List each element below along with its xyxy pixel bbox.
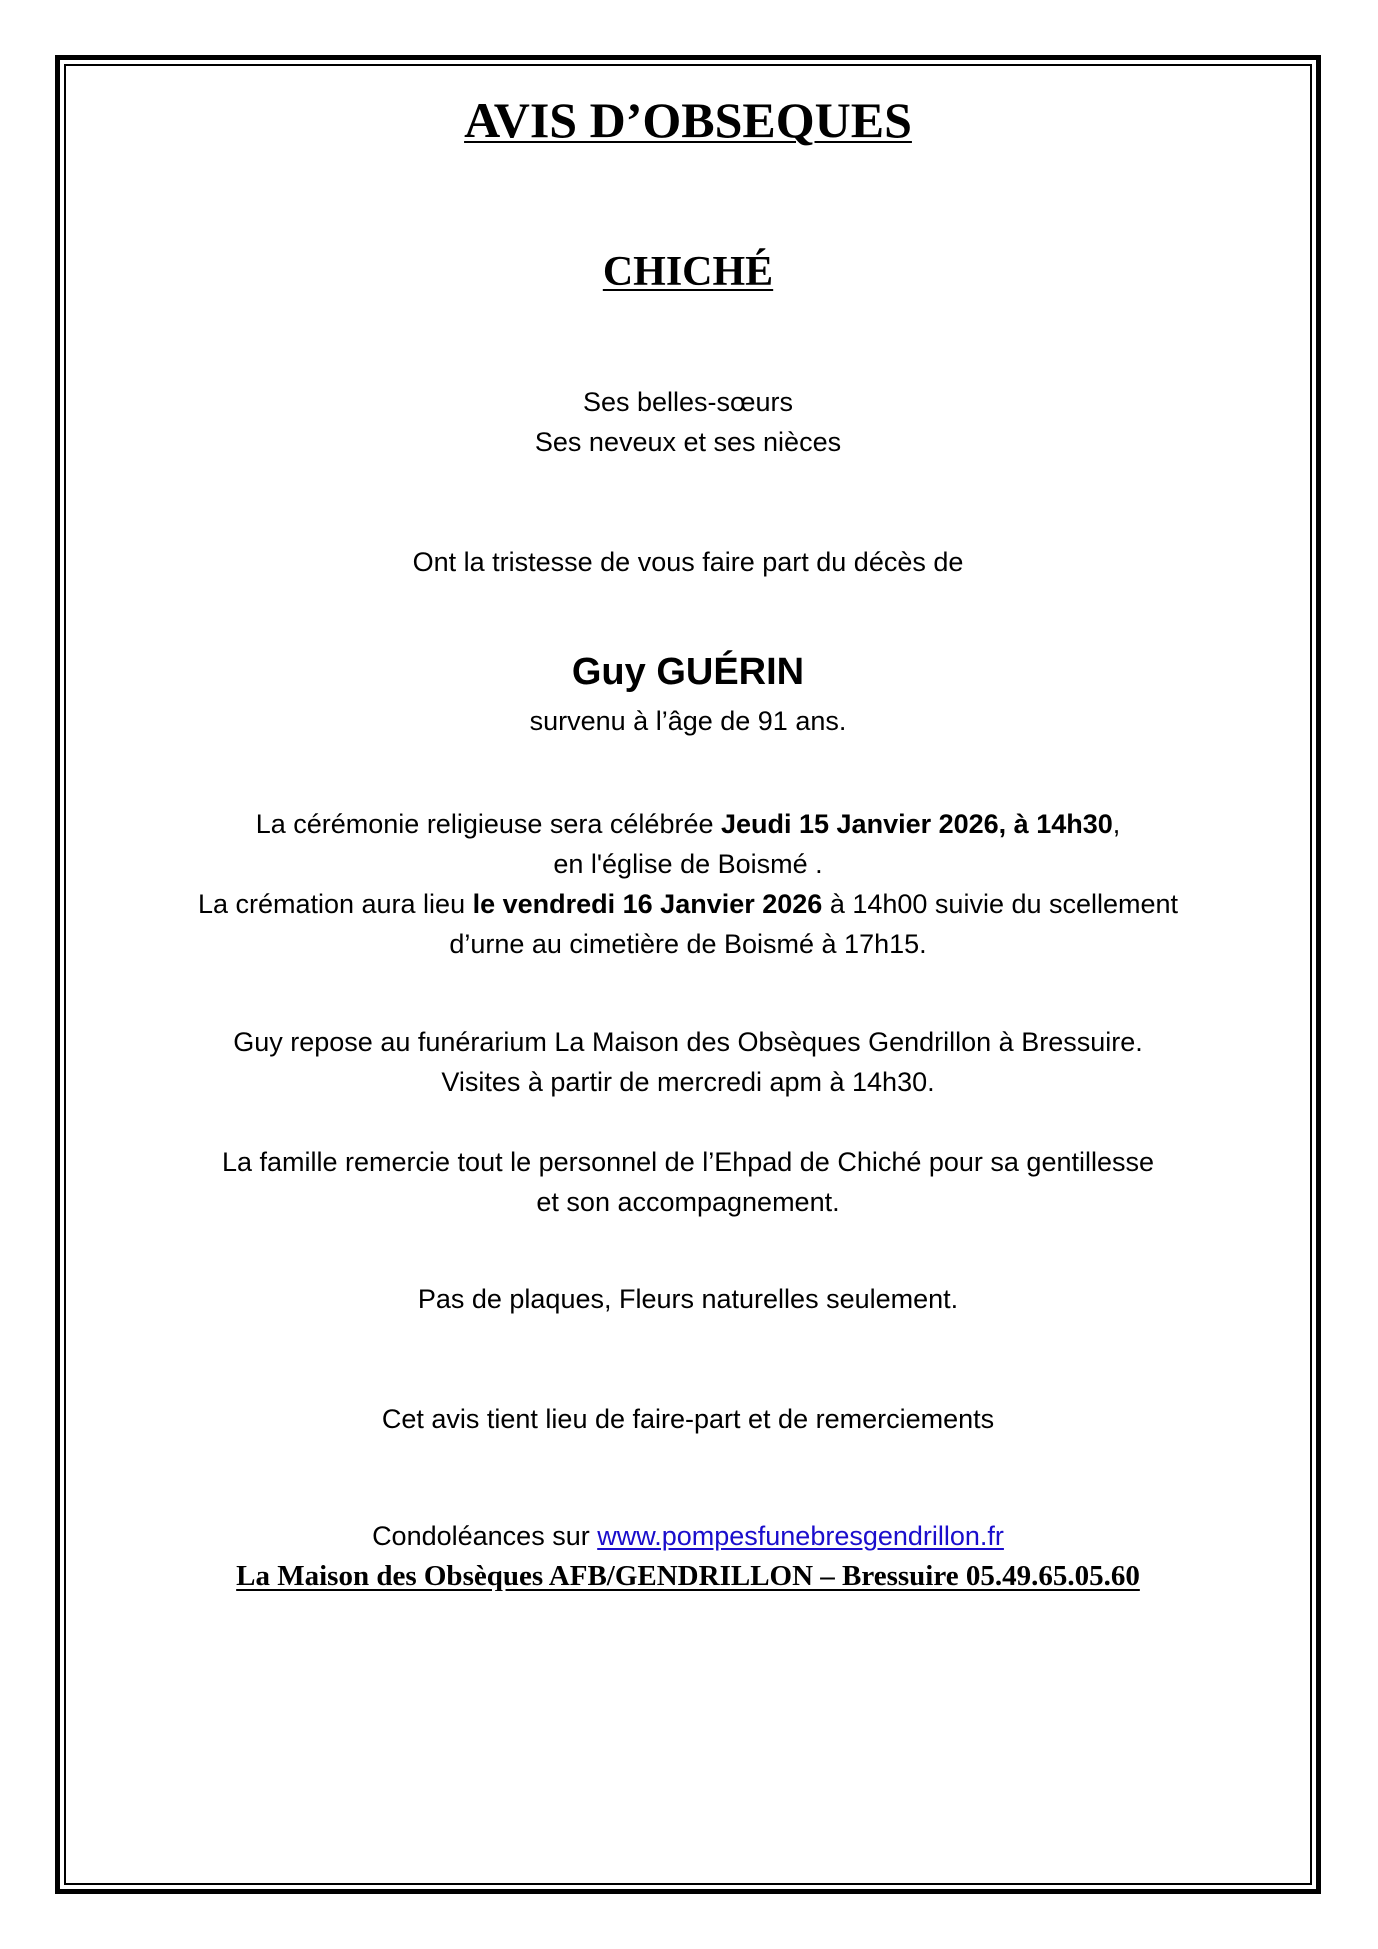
ceremony-place: en l'église de Boismé . bbox=[553, 849, 823, 879]
thanks-line-2: et son accompagnement. bbox=[536, 1187, 840, 1217]
funeral-home-footer: La Maison des Obsèques AFB/GENDRILLON – Bressuire 05.49.65.05.60 bbox=[236, 1560, 1140, 1592]
thanks-line-1: La famille remercie tout le personnel de l’Ehpad de Chiché pour sa gentillesse bbox=[221, 1147, 1155, 1177]
condolences-prefix: Condoléances sur bbox=[372, 1521, 598, 1551]
location-heading: CHICHÉ bbox=[602, 249, 774, 295]
cremation-date: le vendredi 16 Janvier 2026 bbox=[472, 889, 823, 919]
notice-note: Cet avis tient lieu de faire-part et de remerciements bbox=[381, 1404, 995, 1434]
condolences-line bbox=[66, 1520, 1310, 1552]
flowers-line: Pas de plaques, Fleurs naturelles seulement. bbox=[417, 1284, 959, 1314]
cremation-suffix: à 14h00 suivie du scellement bbox=[822, 889, 1179, 919]
ceremony-date: Jeudi 15 Janvier 2026, à 14h30 bbox=[720, 809, 1113, 839]
ceremony-prefix: La cérémonie religieuse sera célébrée bbox=[255, 809, 721, 839]
ceremony-line bbox=[66, 808, 1310, 840]
ceremony-suffix: , bbox=[1112, 809, 1121, 839]
announcement-text: Ont la tristesse de vous faire part du décès de bbox=[412, 547, 964, 577]
rest-line-2: Visites à partir de mercredi apm à 14h30. bbox=[441, 1067, 935, 1097]
cremation-line-2: d’urne au cimetière de Boismé à 17h15. bbox=[449, 929, 927, 959]
family-line-2: Ses neveux et ses nièces bbox=[534, 427, 842, 457]
condolences-link[interactable]: www.pompesfunebresgendrillon.fr bbox=[597, 1521, 1004, 1551]
page-border-inner bbox=[64, 64, 1312, 1885]
notice-title: AVIS D’OBSEQUES bbox=[464, 92, 912, 148]
cremation-line bbox=[66, 888, 1310, 920]
age-line: survenu à l’âge de 91 ans. bbox=[529, 706, 847, 736]
cremation-prefix: La crémation aura lieu bbox=[197, 889, 473, 919]
rest-line-1: Guy repose au funérarium La Maison des Obsèques Gendrillon à Bressuire. bbox=[233, 1027, 1143, 1057]
deceased-name: Guy GUÉRIN bbox=[571, 651, 805, 693]
family-line-1: Ses belles-sœurs bbox=[582, 387, 794, 417]
